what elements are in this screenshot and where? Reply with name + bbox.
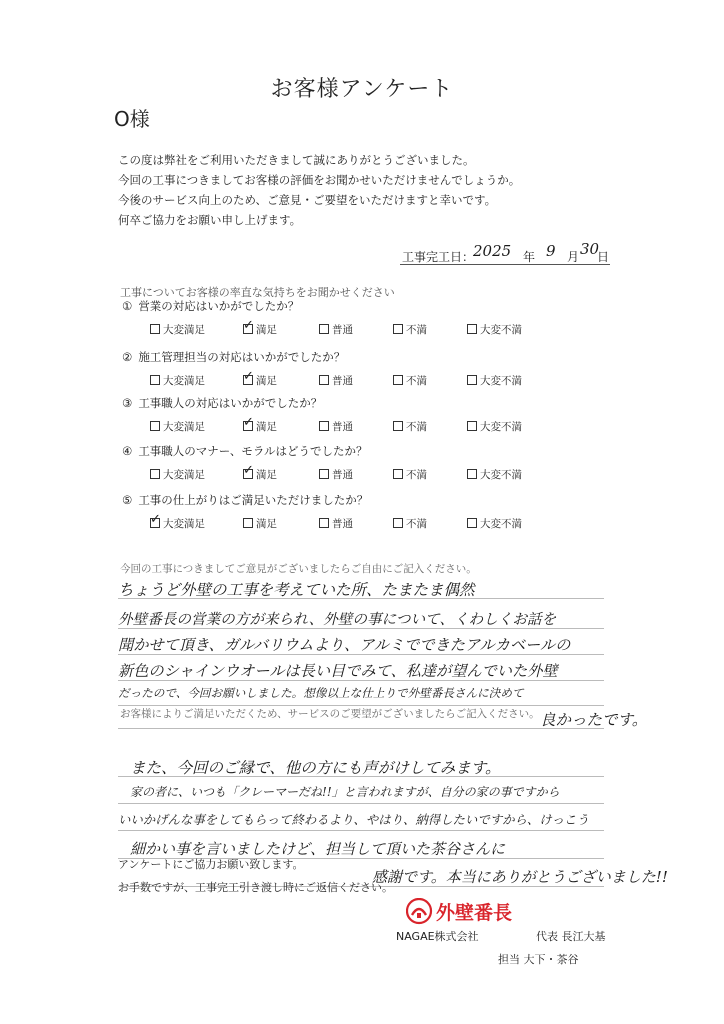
checkbox[interactable] [467,518,477,528]
checkbox[interactable] [243,369,254,385]
rating-option[interactable] [319,322,353,337]
rating-option[interactable] [467,516,522,531]
completion-year: 2025 [473,242,512,260]
option-label: 満足 [256,375,277,387]
company-logo [406,898,536,930]
checkbox[interactable] [150,324,160,334]
thanks-note: アンケートにご協力お願い致します。 [118,858,304,871]
question-text: 工事の仕上がりはご満足いただけましたか？ [138,493,369,507]
company-name: NAGAE株式会社 [396,930,479,943]
checkmark-icon: ✓ [243,463,254,478]
option-label: 普通 [332,375,353,387]
option-label: 不満 [406,375,427,387]
question-1 [122,298,299,314]
option-label: 大変不満 [480,518,522,530]
rating-option[interactable] [319,419,353,434]
day-unit: 日 [597,250,610,264]
option-label: 大変不満 [480,421,522,433]
checkbox[interactable] [243,518,253,528]
handwritten-line: ちょうど外壁の工事を考えていた所、たまたま偶然 [118,581,475,599]
rating-option[interactable] [393,322,427,337]
question-number: ② [122,350,133,364]
month-unit: 月 [567,250,580,264]
checkbox[interactable] [393,324,403,334]
handwritten-line: また、今回のご縁で、他の方にも声がけしてみます。 [130,759,501,777]
completion-day: 30 [580,240,600,258]
staff-in-charge: 担当 大下・茶谷 [498,953,579,966]
rating-option[interactable] [393,373,427,388]
checkbox[interactable] [150,469,160,479]
handwritten-line: 新色のシャインウオールは長い目でみて、私達が望んでいた外壁 [118,662,558,680]
rating-option[interactable] [150,373,205,388]
checkbox[interactable] [319,375,329,385]
checkbox[interactable] [393,421,403,431]
checkbox[interactable] [150,375,160,385]
option-label: 大変満足 [163,375,205,387]
option-label: 不満 [406,324,427,336]
question-5 [122,492,368,508]
checkbox[interactable] [319,518,329,528]
question-text: 工事職人のマナー、モラルはどうでしたか？ [138,444,368,458]
rating-option[interactable] [150,419,205,434]
handwritten-line: 良かったです。 [540,711,648,729]
rating-option[interactable] [150,467,205,482]
rating-option[interactable] [243,463,277,482]
handwritten-line: いいかげんな事をしてもらって終わるより、やはり、納得したいですから、けっこう [118,812,589,827]
checkbox[interactable] [319,421,329,431]
checkbox[interactable] [393,518,403,528]
completion-label: 工事完工日： [402,250,475,264]
customer-name: O様 [114,107,150,131]
rating-option[interactable] [150,322,205,337]
rating-option[interactable] [467,373,522,388]
option-label: 大変満足 [163,469,205,481]
checkbox[interactable] [243,318,254,334]
rating-option[interactable] [467,322,522,337]
checkbox[interactable] [243,463,254,479]
question-text: 工事職人の対応はいかがでしたか？ [138,396,323,410]
question-text: 施工管理担当の対応はいかがでしたか？ [138,350,346,364]
rating-option[interactable] [243,415,277,434]
question-number: ④ [122,444,133,458]
question-2 [122,349,345,365]
rating-option[interactable] [319,467,353,482]
handwritten-line: 感謝です。本当にありがとうございました!! [372,868,668,886]
option-label: 大変満足 [163,421,205,433]
option-label: 大変不満 [480,469,522,481]
question-number: ⑤ [122,493,133,507]
option-label: 不満 [406,421,427,433]
rating-option[interactable] [393,467,427,482]
checkbox[interactable] [243,415,254,431]
intro-line: 今回の工事につきましてお客様の評価をお聞かせいただけませんでしょうか。 [118,173,521,187]
question-3 [122,395,322,411]
survey-heading: 工事についてお客様の率直な気持ちをお聞かせください [120,286,395,299]
handwritten-line: だったので、今回お願いしました。想像以上な仕上りで外壁番長さんに決めて [118,686,524,700]
rating-option[interactable] [319,373,353,388]
requests-heading: お客様によりご満足いただくため、サービスのご要望がございましたらご記入ください。 [120,708,540,720]
checkbox[interactable] [467,324,477,334]
intro-line: 今後のサービス向上のため、ご意見・ご要望をいただけますと幸いです。 [118,193,497,207]
handwritten-line: 家の者に、いつも「クレーマーだね!!」と言われますが、自分の家の事ですから [130,785,560,799]
representative: 代表 長江大基 [536,930,606,943]
rating-option[interactable] [467,467,522,482]
checkbox[interactable] [393,375,403,385]
option-label: 普通 [332,469,353,481]
handwritten-line: 細かい事を言いましたけど、担当して頂いた茶谷さんに [130,840,506,858]
checkmark-icon: ✓ [150,512,161,527]
handwritten-line: 外壁番長の営業の方が来られ、外壁の事について、くわしくお話を [118,611,557,628]
checkbox[interactable] [150,512,161,528]
checkbox[interactable] [319,469,329,479]
checkbox[interactable] [467,375,477,385]
checkbox[interactable] [393,469,403,479]
option-label: 大変満足 [163,324,205,336]
checkbox[interactable] [467,421,477,431]
rating-option[interactable] [319,516,353,531]
completion-month: 9 [546,242,556,260]
rating-option[interactable] [393,419,427,434]
option-label: 満足 [256,324,277,336]
ruled-line [118,803,604,804]
intro-line: 何卒ご協力をお願い申し上げます。 [118,213,302,227]
ruled-line [118,728,604,729]
handwritten-line: 聞かせて頂き、ガルバリウムより、アルミでできたアルカベールの [118,636,571,654]
checkbox[interactable] [467,469,477,479]
option-label: 満足 [256,469,277,481]
question-number: ① [122,299,133,313]
checkbox[interactable] [150,421,160,431]
option-label: 満足 [256,421,277,433]
question-text: 営業の対応はいかがでしたか？ [138,299,300,313]
rating-option[interactable] [467,419,522,434]
rating-option[interactable] [393,516,427,531]
svg-text:外壁番長: 外壁番長 [436,903,513,924]
option-label: 不満 [406,518,427,530]
option-label: 大変満足 [163,518,205,530]
rating-option[interactable] [150,512,205,531]
comments-heading: 今回の工事につきましてご意見がございましたらご自由にご記入ください。 [120,563,477,575]
checkmark-icon: ✓ [243,369,254,384]
ruled-line [118,830,604,831]
year-unit: 年 [523,250,536,264]
option-label: 普通 [332,421,353,433]
page-title: お客様アンケート [270,77,454,102]
checkmark-icon: ✓ [243,318,254,333]
option-label: 不満 [406,469,427,481]
option-label: 普通 [332,324,353,336]
option-label: 普通 [332,518,353,530]
option-label: 満足 [256,518,277,530]
rating-option[interactable] [243,369,277,388]
option-label: 大変不満 [480,324,522,336]
question-4 [122,443,368,459]
checkbox[interactable] [319,324,329,334]
rating-option[interactable] [243,516,277,531]
intro-line: この度は弊社をご利用いただきまして誠にありがとうございました。 [118,153,475,167]
checkmark-icon: ✓ [243,415,254,430]
rating-option[interactable] [243,318,277,337]
return-note: お手数ですが、工事完工引き渡し時にご返信ください。 [118,881,393,894]
option-label: 大変不満 [480,375,522,387]
question-number: ③ [122,396,133,410]
